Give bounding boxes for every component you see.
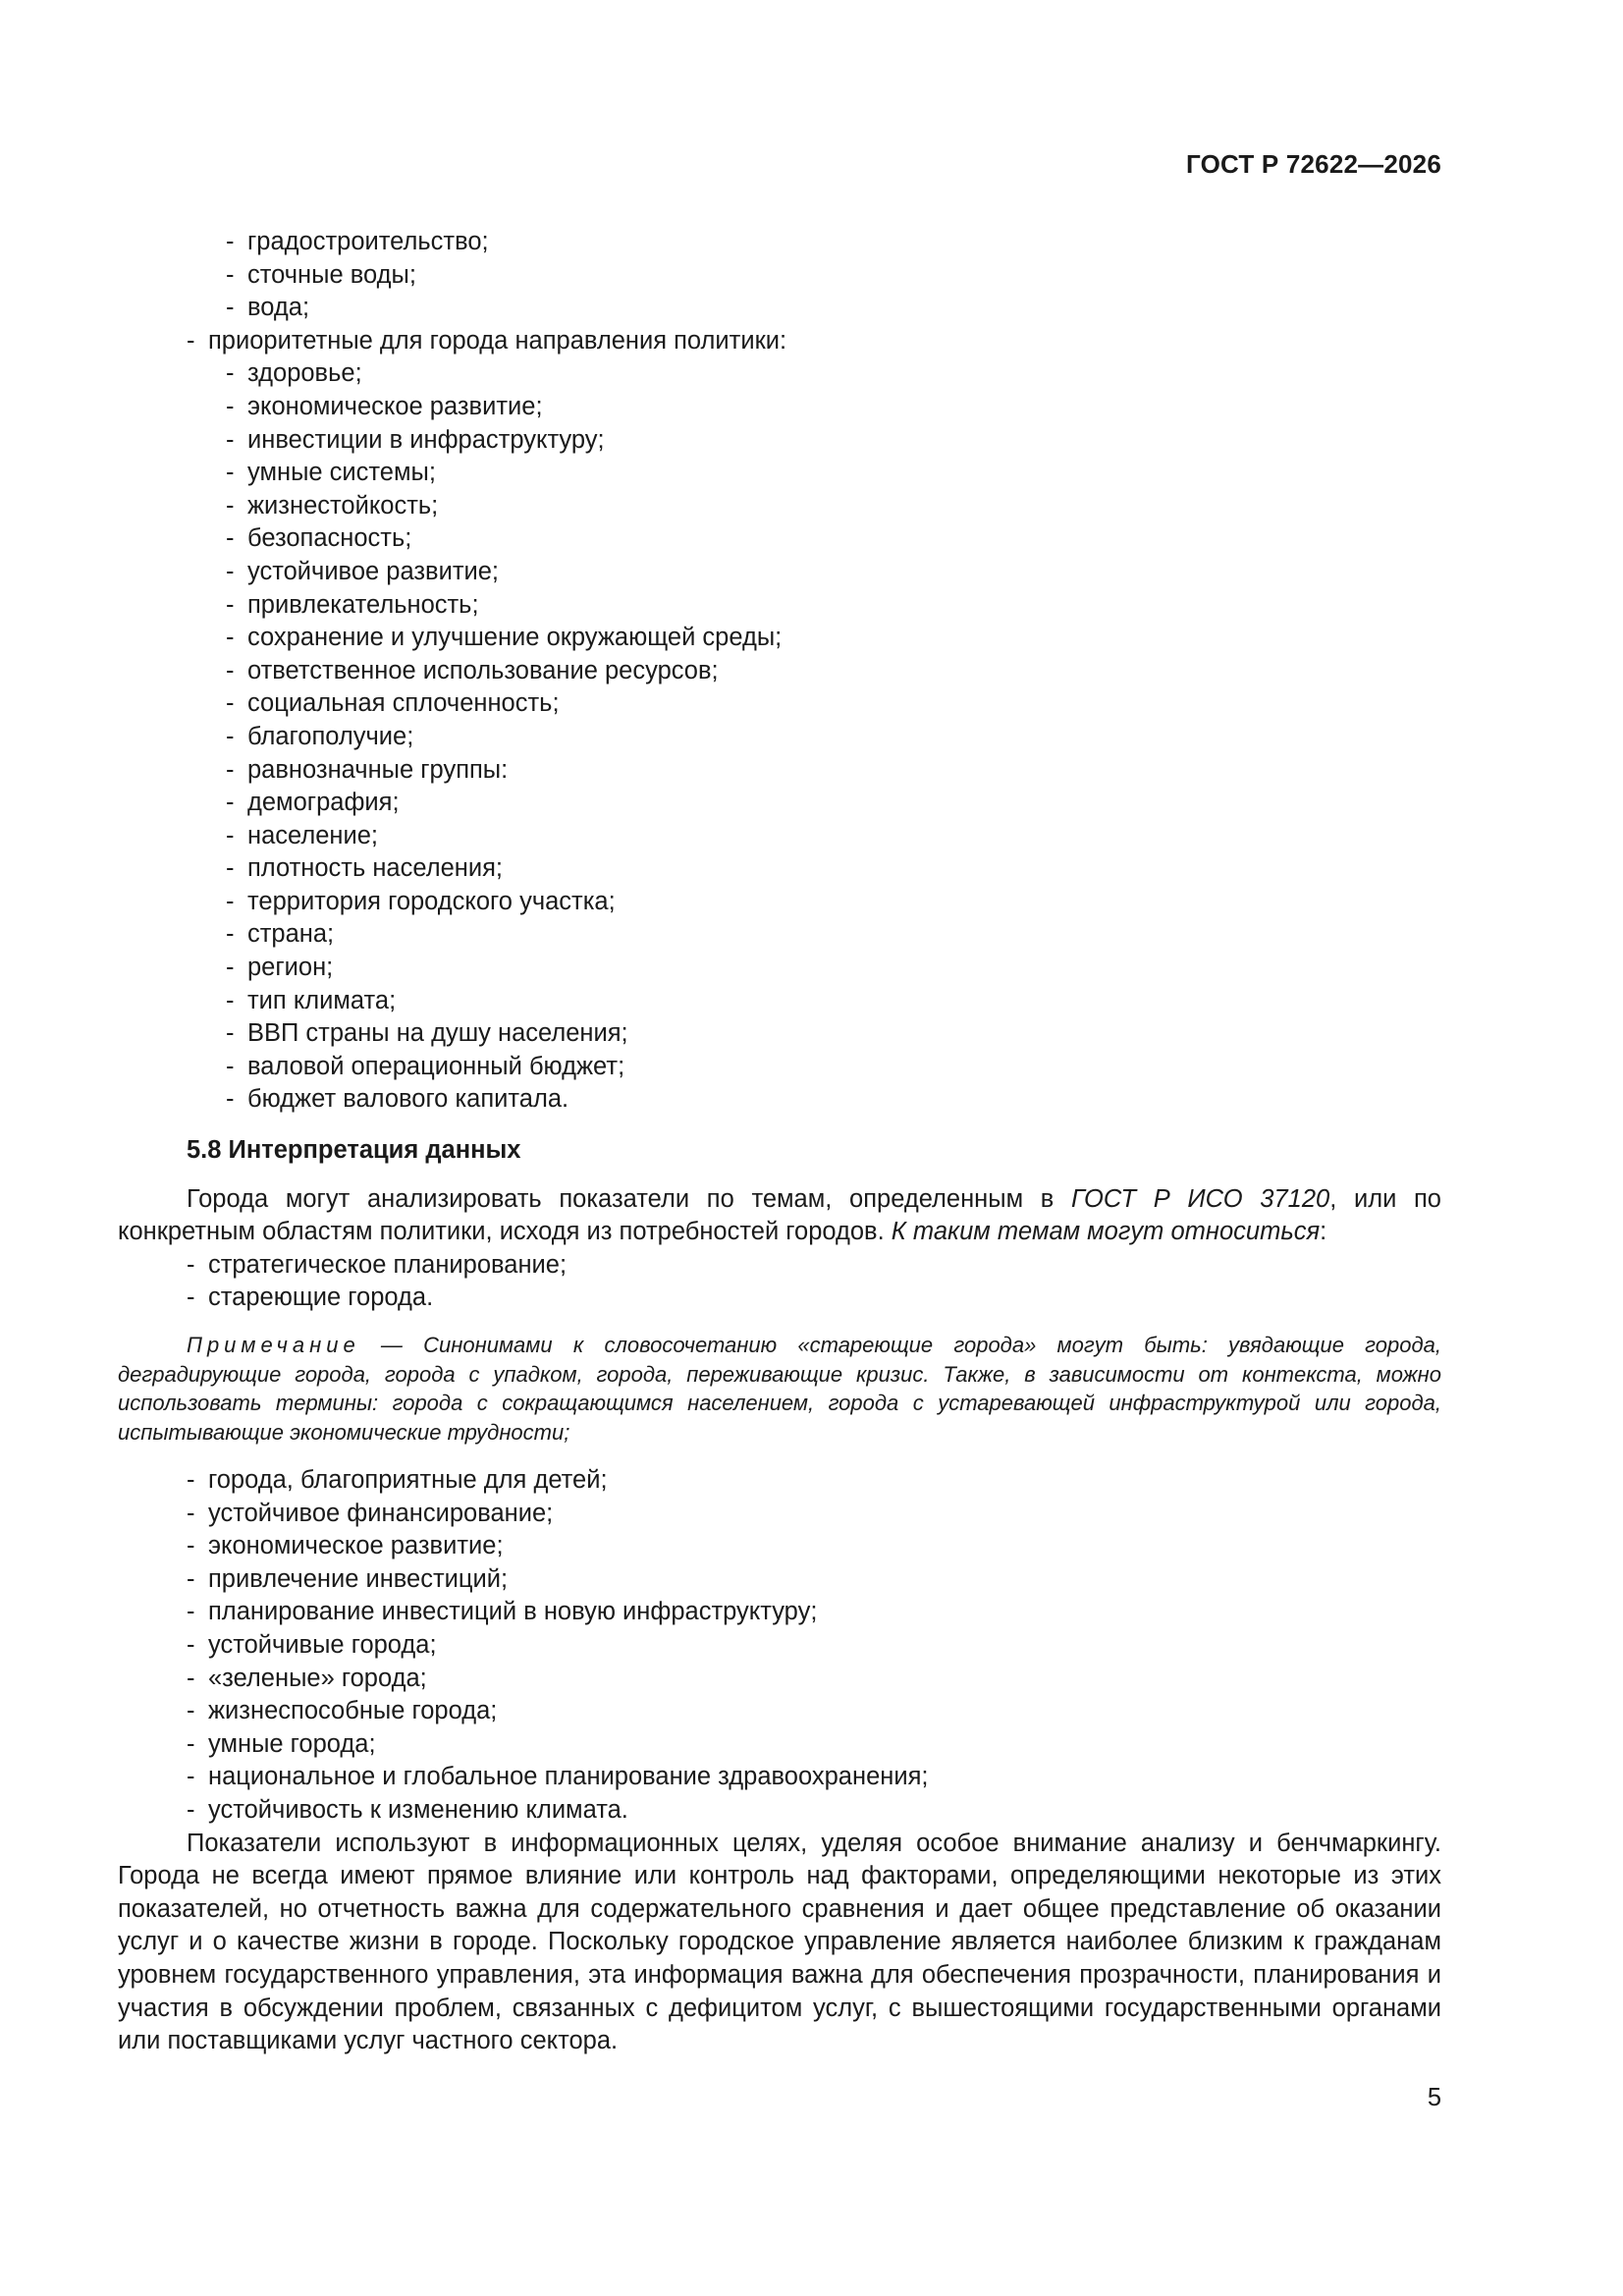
paragraph-text: , или по конкретным областям политики, исходя из потребностей городов. <box>118 1184 1441 1246</box>
list-item: - равнозначные группы: <box>226 754 1441 788</box>
list-item: - города, благоприятные для детей; <box>187 1464 1441 1498</box>
intro-paragraph <box>118 1183 1441 1249</box>
list-item: - привлекательность; <box>226 589 1441 623</box>
list-item: - устойчивость к изменению климата. <box>187 1794 1441 1828</box>
themes-list-a <box>118 1249 1441 1315</box>
list-item: - ответственное использование ресурсов; <box>226 655 1441 688</box>
list-item: - ВВП страны на душу населения; <box>226 1017 1441 1051</box>
list-item: - градостроительство; <box>226 226 1441 259</box>
list-item: - устойчивое развитие; <box>226 556 1441 589</box>
list-item: - приоритетные для города направления политики: <box>187 325 1441 358</box>
list-item: - благополучие; <box>226 721 1441 754</box>
themes-list-b <box>118 1464 1441 1828</box>
list-item: - стареющие города. <box>187 1282 1441 1315</box>
list-item: - экономическое развитие; <box>187 1530 1441 1563</box>
list-item: - жизнеспособные города; <box>187 1695 1441 1728</box>
list-item: - валовой операционный бюджет; <box>226 1051 1441 1084</box>
list-item: - жизнестойкость; <box>226 490 1441 523</box>
list-item: - инвестиции в инфраструктуру; <box>226 424 1441 458</box>
list-item: - вода; <box>226 292 1441 325</box>
list-item: - страна; <box>226 918 1441 952</box>
paragraph-text: : <box>1320 1218 1327 1246</box>
list-item: - бюджет валового капитала. <box>226 1083 1441 1117</box>
list-item: - привлечение инвестиций; <box>187 1563 1441 1597</box>
list-item: - умные города; <box>187 1728 1441 1762</box>
list-item: - «зеленые» города; <box>187 1663 1441 1696</box>
continued-sublist <box>118 226 1441 325</box>
page-number: 5 <box>1427 2084 1441 2111</box>
standard-reference: ГОСТ Р ИСО 37120 <box>1071 1184 1330 1213</box>
list-item: - сохранение и улучшение окружающей среды; <box>226 622 1441 655</box>
list-item: - население; <box>226 820 1441 853</box>
list-item: - регион; <box>226 952 1441 985</box>
list-item: - тип климата; <box>226 985 1441 1018</box>
page-body <box>118 226 1441 2058</box>
list-item: - экономическое развитие; <box>226 391 1441 424</box>
list-item: - умные системы; <box>226 457 1441 490</box>
policy-directions-list <box>118 357 1441 1117</box>
list-item: - плотность населения; <box>226 852 1441 886</box>
emphasis-text: К таким темам могут относиться <box>891 1218 1321 1246</box>
list-item: - устойчивое финансирование; <box>187 1498 1441 1531</box>
list-item: - территория городского участка; <box>226 886 1441 919</box>
note-text: — Синонимами к словосочетанию «стареющие города» могут быть: увядающие города, деградирующие города, города с упадком, города, переживающие кризис. Также, в зависимости от контекста, можно использовать термины: города с сокращающимся населением, города с устаревающей инфраструктурой или города, испытывающие экономические трудности; <box>118 1333 1441 1445</box>
policy-group-list <box>118 325 1441 358</box>
list-item: - национальное и глобальное планирование здравоохранения; <box>187 1761 1441 1794</box>
list-item: - безопасность; <box>226 522 1441 556</box>
closing-paragraph: Показатели используют в информационных целях, уделяя особое внимание анализу и бенчмаркингу. Города не всегда имеют прямое влияние или контроль над факторами, определяющими некоторые из этих показателей, но отчетность важна для содержательного сравнения и дает общее представление об оказании услуг и о качестве жизни в городе. Поскольку городское управление является наиболее близким к гражданам уровнем государственного управления, эта информация важна для обеспечения прозрачности, планирования и участия в обсуждении проблем, связанных с дефицитом услуг, с вышестоящими государственными органами или поставщиками услуг частного сектора. <box>118 1829 1441 2055</box>
document-code-header: ГОСТ Р 72622—2026 <box>1186 149 1441 179</box>
note-label: Примечание <box>187 1333 360 1357</box>
list-item: - устойчивые города; <box>187 1629 1441 1663</box>
list-item: - социальная сплоченность; <box>226 687 1441 721</box>
section-heading: 5.8 Интерпретация данных <box>187 1136 521 1165</box>
list-item: - здоровье; <box>226 357 1441 391</box>
list-item: - демография; <box>226 787 1441 820</box>
list-item: - сточные воды; <box>226 259 1441 293</box>
list-item: - планирование инвестиций в новую инфраструктуру; <box>187 1596 1441 1629</box>
note-block <box>118 1331 1441 1447</box>
list-item: - стратегическое планирование; <box>187 1249 1441 1283</box>
paragraph-text: Города могут анализировать показатели по темам, определенным в <box>187 1184 1072 1213</box>
